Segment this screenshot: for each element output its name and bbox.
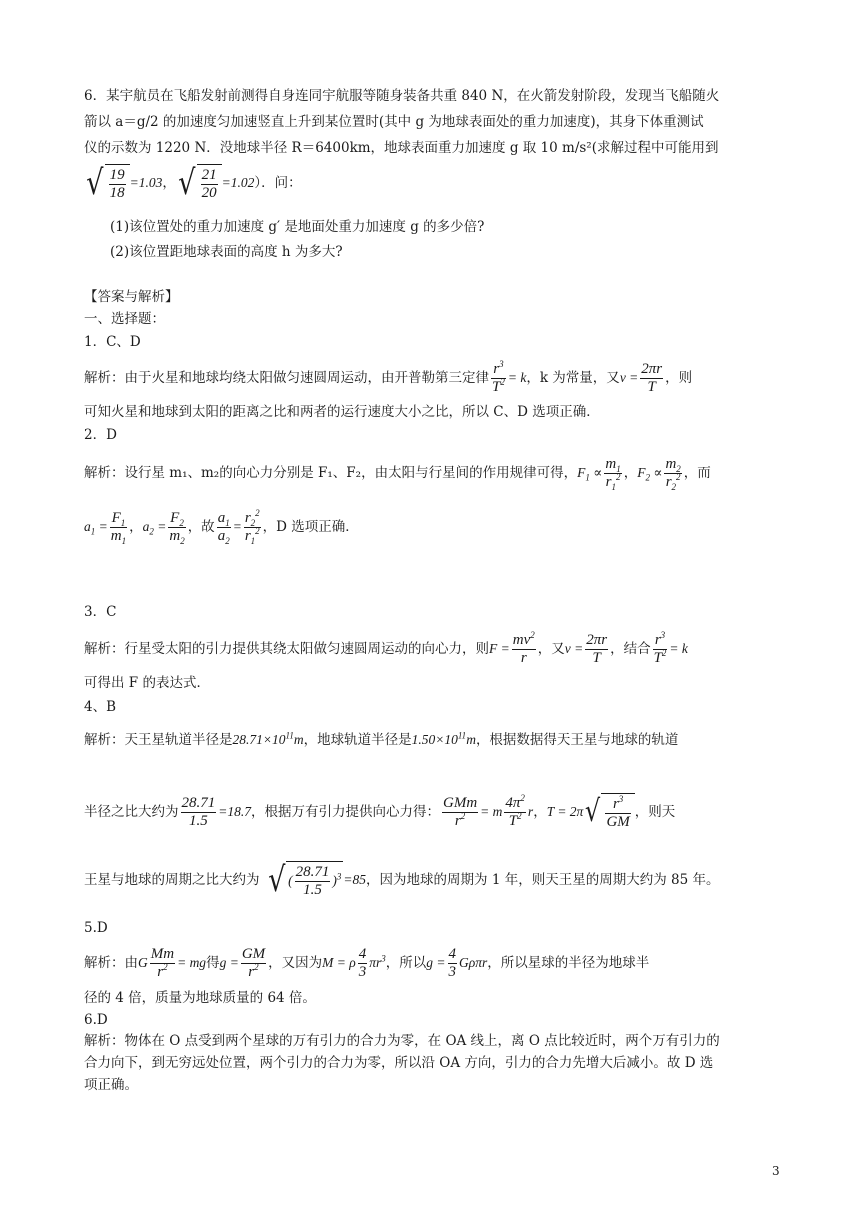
- answer-5-label: 5.D: [84, 920, 108, 936]
- kepler-law-formula: $\frac{r^3}{T^2}$: [492, 358, 505, 395]
- sqrt-sign-icon: √: [178, 163, 196, 203]
- force-1-formula: $\frac{m_1}{r_1^2}$: [605, 455, 621, 492]
- answer-2-result: $a_1$ = $\frac{F_1}{m_1}$ ， $a_2$ = $\frac{F_2}{m_2}$ ，故 $\frac{a_1}{a_2}$ = $\frac{r_2^2}{r_1^2}$ ，D 选项正确．: [84, 507, 359, 546]
- sqrt-sign-icon: √: [267, 860, 286, 900]
- answer-1-label: 1．C、D: [84, 334, 141, 350]
- answer-2-explanation: 解析：设行星 m₁、m₂的向心力分别是 F₁、F₂，由太阳与行星间的作用规律可得， $F_1$ ∝ $\frac{m_1}{r_1^2}$ ， $F_2$ ∝ $\frac{m_2}{r_2^2}$ ，而: [84, 455, 711, 492]
- centripetal-force-formula: $\frac{mv^2}{r}$: [512, 629, 535, 666]
- answer-5-explanation: 解析：由 G $\frac{Mm}{r^2}$ = mg 得 g = $\frac{GM}{r^2}$ ，又因为 M = ρ $\frac{4}{3}$ $\pi r^3$ ，所以 g = $\frac{4}{3}$ Gρπr ，所以星球的半径为地球半: [84, 945, 650, 980]
- acceleration-1-formula: $\frac{F_1}{m_1}$: [110, 509, 127, 546]
- answer-4-label: 4、B: [84, 699, 117, 715]
- gravitation-formula: $\frac{\text{GMm}}{r^2}$: [443, 794, 478, 829]
- answer-6-line-2: 合力向下，到无穷远处位置，两个引力的合力为零，所以沿 OA 方向，引力的合力先增大后减小。故 D 选: [84, 1055, 714, 1071]
- q6-hint-line: √ $\frac{19}{18}$ =1.03 ， √ $\frac{21}{20}$ =1.02 ）．问：: [86, 163, 302, 203]
- answer-5-conclusion: 径的 4 倍，质量为地球质量的 64 倍。: [84, 990, 316, 1006]
- kepler-law-formula: $\frac{r^3}{T^2}$: [653, 629, 667, 666]
- velocity-formula: $\frac{2\pi r}{T}$: [641, 360, 663, 395]
- answers-section-title: 一、选择题：: [84, 311, 165, 327]
- gravity-formula: $\frac{Mm}{r^2}$: [150, 945, 175, 980]
- sqrt-2: $\frac{21}{20}$: [197, 164, 222, 202]
- volume-fraction: $\frac{4}{3}$: [358, 945, 367, 980]
- sqrt-sign-icon: √: [585, 794, 601, 829]
- answer-6-label: 6.D: [84, 1012, 108, 1028]
- g-density-fraction: $\frac{4}{3}$: [448, 945, 457, 980]
- answer-3-explanation: 解析：行星受太阳的引力提供其绕太阳做匀速圆周运动的向心力，则 F = $\frac{mv^2}{r}$ ，又 v = $\frac{2\pi r}{T}$ ，结合 $\frac{r^3}{T^2}$ = k: [84, 629, 688, 666]
- answer-6-line-1: 解析：物体在 O 点受到两个星球的万有引力的合力为零，在 OA 线上，离 O 点比较近时，两个万有引力的: [84, 1033, 720, 1049]
- radius-ratio-fraction: $\frac{28.71}{1.5}$: [181, 794, 216, 829]
- sqrt-2-value: =1.02: [221, 175, 255, 190]
- acceleration-2-formula: $\frac{F_2}{m_2}$: [169, 509, 185, 546]
- period-sqrt: $\frac{r^3}{GM}$: [601, 793, 634, 831]
- answer-4-line-2: 半径之比大约为 $\frac{28.71}{1.5}$ =18.7 ，根据万有引力提供向心力得： $\frac{\text{GMm}}{r^2}$ = m $\frac{4\pi^2}{T^2}$ r ， T = 2π √ $\frac{r^3}{GM}$ ，则天: [84, 792, 676, 830]
- q6-line-3: 仪的示数为 1220 N．没地球半径 R＝6400km，地球表面重力加速度 g 取 10 m/s²(求解过程中可能用到: [84, 140, 719, 156]
- answer-2-label: 2．D: [84, 427, 117, 443]
- page-number: 3: [772, 1164, 780, 1178]
- sqrt-sign-icon: √: [86, 163, 104, 203]
- centripetal-period-formula: $\frac{4\pi^2}{T^2}$: [505, 792, 525, 829]
- answer-1-explanation: 解析：由于火星和地球均绕太阳做匀速圆周运动，由开普勒第三定律 $\frac{r^3}{T^2}$ = k ，k 为常量，又 v = $\frac{2\pi r}{T}$ ，则: [84, 358, 693, 395]
- answer-3-label: 3．C: [84, 604, 117, 620]
- sqrt-1-value: =1.03: [129, 175, 163, 190]
- answer-6-line-3: 项正确。: [84, 1077, 138, 1093]
- acceleration-ratio-formula: $\frac{a_1}{a_2}$: [217, 509, 230, 546]
- velocity-formula: $\frac{2\pi r}{T}$: [586, 631, 608, 666]
- g-formula: $\frac{GM}{r^2}$: [241, 945, 266, 980]
- radius-ratio-formula: $\frac{r_2^2}{r_1^2}$: [244, 507, 260, 546]
- force-2-formula: $\frac{m_2}{r_2^2}$: [665, 455, 681, 492]
- answer-4-line-1: 解析：天王星轨道半径是 $28.71\times 10^{11}m$ ，地球轨道半径是 $1.50\times 10^{11}m$ ，根据数据得天王星与地球的轨道: [84, 730, 679, 748]
- answer-4-line-3: 王星与地球的周期之比大约为 √ ( $\frac{28.71}{1.5}$ )$^3$ =85 ，因为地球的周期为 1 年，则天王星的周期大约为 85 年。: [84, 860, 720, 900]
- q6-sub-question-1: (1)该位置处的重力加速度 g′ 是地面处重力加速度 g 的多少倍?: [110, 219, 485, 235]
- sqrt-1: $\frac{19}{18}$: [105, 164, 130, 202]
- q6-line-1: 6．某宇航员在飞船发射前测得自身连同宇航服等随身装备共重 840 N，在火箭发射阶段，发现当飞船随火: [84, 88, 720, 104]
- q6-line-2: 箭以 a＝g/2 的加速度匀加速竖直上升到某位置时(其中 g 为地球表面处的重力加速度)，其身下体重测试: [84, 114, 704, 130]
- answer-1-conclusion: 可知火星和地球到太阳的距离之比和两者的运行速度大小之比，所以 C、D 选项正确．: [84, 404, 600, 420]
- answer-3-conclusion: 可得出 F 的表达式．: [84, 675, 210, 691]
- answers-heading: 【答案与解析】: [84, 289, 179, 305]
- q6-sub-question-2: (2)该位置距地球表面的高度 h 为多大?: [110, 244, 343, 260]
- period-ratio-sqrt: ( $\frac{28.71}{1.5}$ )$^3$: [286, 861, 343, 899]
